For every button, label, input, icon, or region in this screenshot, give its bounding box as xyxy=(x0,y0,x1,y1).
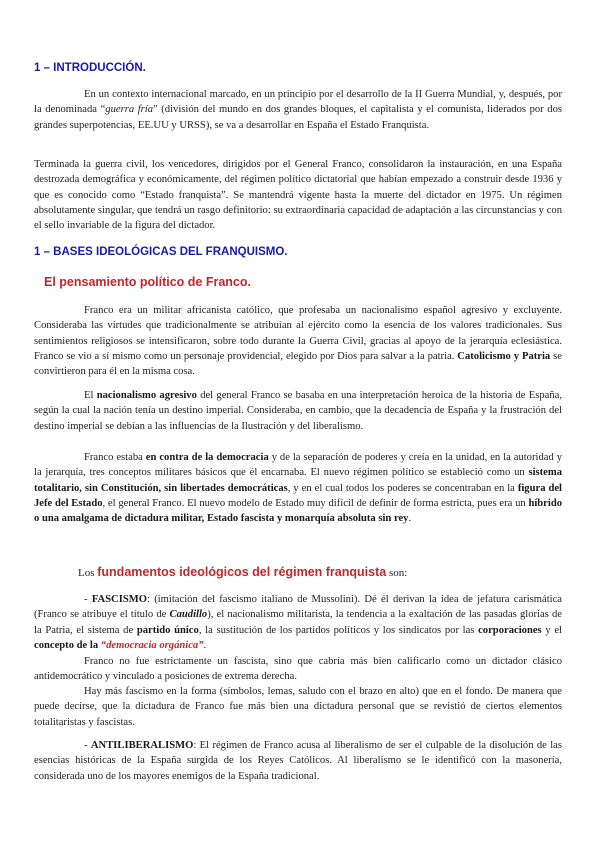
fundamentos-heading: Los fundamentos ideológicos del régimen franquista son: xyxy=(78,565,408,579)
section-title-bases: 1 – BASES IDEOLÓGICAS DEL FRANQUISMO. xyxy=(34,246,288,258)
fascismo-paragraph: - FASCISMO: (imitación del fascismo italiano de Mussolini). Dé él derivan la idea de jefatura carismática (Franco se atribuye el título de Caudillo), el nacionalismo militarista, la tendencia a la exaltación de las pasadas glorias de la Patria, el sistema de partido único, la sustitución de los partidos políticos y los sindicatos por las corporaciones y el concepto de la “democracia orgánica”. xyxy=(34,594,562,651)
intro-paragraph-1: En un contexto internacional marcado, en un principio por el desarrollo de la II Guerra Mundial, y, después, por la denominada “guerra fría” (división del mundo en dos grandes bloques, el capitalista y el comunista, liderados por dos grandes superpotencias, EE.UU y URSS), se va a desarrollar en España el Estado Franquista. xyxy=(34,89,563,131)
fascismo-paragraph-3: Hay más fascismo en la forma (símbolos, lemas, saludo con el brazo en alto) que en el fondo. De manera que puede decirse, que la dictadura de Franco fue más bien una dictadura personal que se revistió de ciertos elementos totalitaristas y fascistas. xyxy=(34,686,562,728)
fascismo-paragraph-2: Franco no fue estrictamente un fascista, sino que cabría más bien calificarlo como un dictador clásico antidemocrático y vinculado a posiciones de extrema derecha. xyxy=(34,656,562,683)
antiliberalismo-paragraph: - ANTILIBERALISMO: El régimen de Franco acusa al liberalismo de ser el culpable de la disolución de las esencias históricas de la España surgida de los Reyes Católicos. Al liberalismo se le identificó con la masonería, considerada uno de los mayores enemigos de la España tradicional. xyxy=(34,740,562,782)
section-title-introduccion: 1 – INTRODUCCIÓN. xyxy=(34,62,146,74)
franco-paragraph-3: Franco estaba en contra de la democracia y de la separación de poderes y creía en la unidad, en la autoridad y la jerarquía, tres conceptos militares básicos que él encarnaba. El nuevo régimen político se estableció como un sistema totalitario, sin Constitución, sin libertades democráticas, y en el cual todos los poderes se concentraban en la figura del Jefe del Estado, el general Franco. El nuevo modelo de Estado muy difícil de definir de forma estricta, pues era un híbrido o una amalgama de dictadura militar, Estado fascista y monarquía absoluta sin rey. xyxy=(34,452,563,525)
intro-paragraph-2: Terminada la guerra civil, los vencedores, dirigidos por el General Franco, consolidaron la instauración, en una España destrozada demográfica y económicamente, del régimen político dictatorial que habían empezado a construir desde 1936 y que es conocido como “Estado franquista”. Se mantendrá vigente hasta la muerte del dictador en 1975. Un régimen absolutamente singular, que tendrá un rasgo definitorio: su extraordinaria capacidad de adaptación a las circunstancias y con el sello invariable de la figura del dictador. xyxy=(34,159,562,232)
subsection-title-pensamiento: El pensamiento político de Franco. xyxy=(44,275,251,289)
franco-paragraph-1: Franco era un militar africanista católico, que profesaba un nacionalismo español agresivo y excluyente. Consideraba las virtudes que tradicionalmente se atribuían al ejército como la esencia de los valores tradicionales. Sus sentimientos religiosos se intensificaron, sobre todo durante la Guerra Civil, gracias al apoyo de la jerarquía eclesiástica. Franco se vio a sí mismo como un personaje providencial, elegido por Dios para salvar a la patria. Catolicismo y Patria se convirtieron para él en la misma cosa. xyxy=(34,305,562,378)
franco-paragraph-2: El nacionalismo agresivo del general Franco se basaba en una interpretación heroica de la historia de España, según la cual la nación tenía un destino imperial. Consideraba, en cambio, que la decadencia de España y la frustración del destino imperial se debían a las influencias de la Ilustración y del liberalismo. xyxy=(34,390,562,432)
